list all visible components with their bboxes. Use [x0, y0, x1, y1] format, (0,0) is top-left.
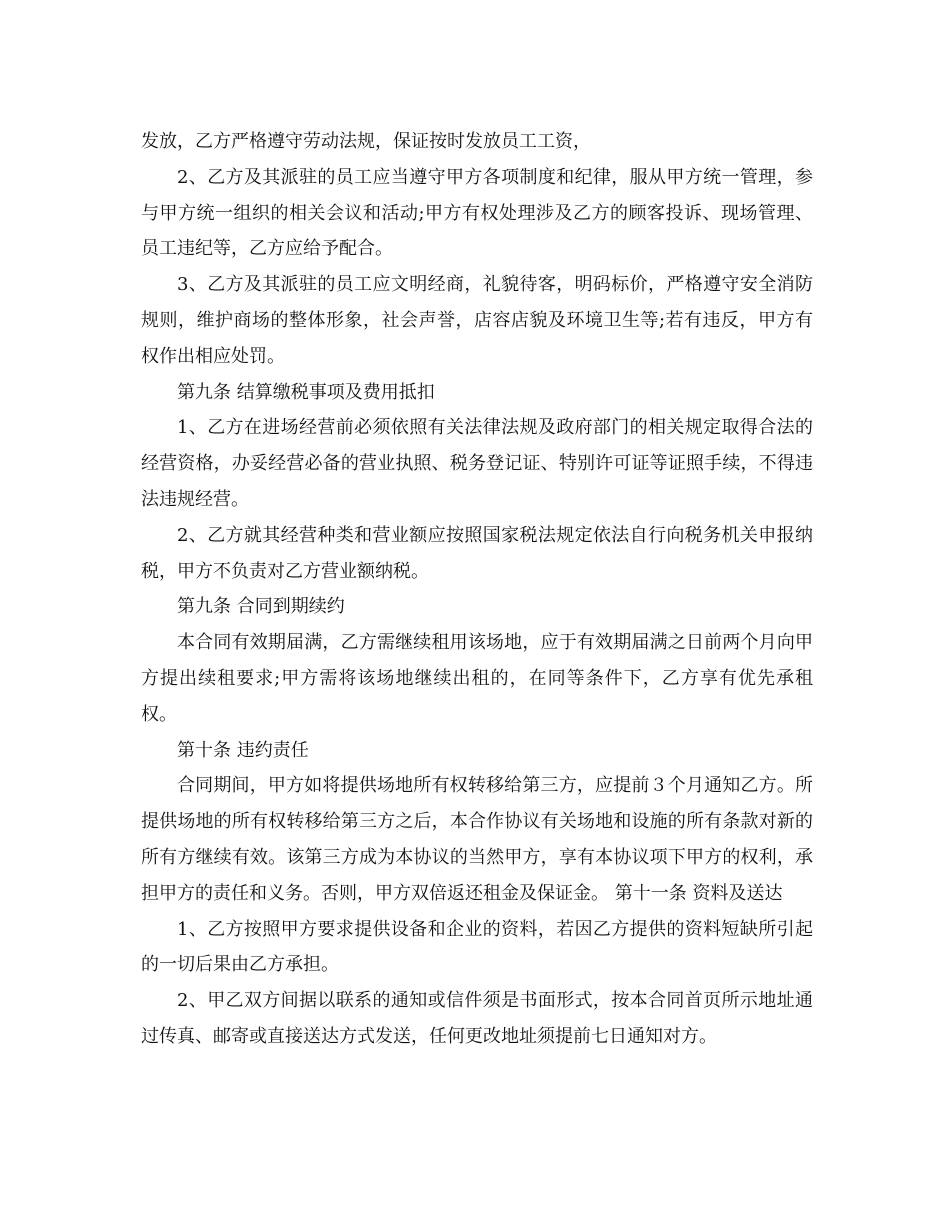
paragraph-clause-3-conduct: 3、乙方及其派驻的员工应文明经商，礼貌待客，明码标价，严格遵守安全消防规则，维护商场的整体形象，社会声誉，店容店貌及环境卫生等;若有违反，甲方有权作出相应处罚。 — [141, 274, 813, 367]
paragraph-clause-2-discipline: 2、乙方及其派驻的员工应当遵守甲方各项制度和纪律，服从甲方统一管理，参与甲方统一组织的相关会议和活动;甲方有权处理涉及乙方的顾客投诉、现场管理、员工违纪等，乙方应给予配合。 — [141, 166, 813, 260]
heading-article-10-liability: 第十条 违约责任 — [177, 739, 309, 761]
paragraph-materials-clause-1: 1、乙方按照甲方要求提供设备和企业的资料，若因乙方提供的资料短缺所引起的一切后果由乙方承担。 — [141, 918, 813, 976]
paragraph-materials-clause-2: 2、甲乙双方间据以联系的通知或信件须是书面形式，按本合同首页所示地址通过传真、邮寄或直接送达方式发送，任何更改地址须提前七日通知对方。 — [141, 990, 813, 1047]
paragraph-liability: 合同期间，甲方如将提供场地所有权转移给第三方，应提前３个月通知乙方。所提供场地的所有权转移给第三方之后，本合作协议有关场地和设施的所有条款对新的所有方继续有效。该第三方成为本协议的当然甲方，享有本协议项下甲方的权利，承担甲方的责任和义务。否则，甲方双倍返还租金及保证金。 第十一条 资料及送达 — [141, 775, 813, 904]
document-body — [141, 124, 813, 1055]
paragraph-renewal: 本合同有效期届满，乙方需继续租用该场地，应于有效期届满之日前两个月向甲方提出续租要求;甲方需将该场地继续出租的，在同等条件下，乙方享有优先承租权。 — [141, 632, 813, 725]
paragraph-tax-clause-2: 2、乙方就其经营种类和营业额应按照国家税法规定依法自行向税务机关申报纳税，甲方不负责对乙方营业额纳税。 — [141, 524, 813, 582]
paragraph-continuation: 发放，乙方严格遵守劳动法规，保证按时发放员工工资， — [141, 131, 591, 152]
heading-article-9-renewal: 第九条 合同到期续约 — [177, 596, 345, 618]
paragraph-tax-clause-1: 1、乙方在进场经营前必须依照有关法律法规及政府部门的相关规定取得合法的经营资格，办妥经营必备的营业执照、税务登记证、特别许可证等证照手续，不得违法违规经营。 — [141, 417, 813, 510]
heading-article-9-tax: 第九条 结算缴税事项及费用抵扣 — [177, 381, 435, 403]
